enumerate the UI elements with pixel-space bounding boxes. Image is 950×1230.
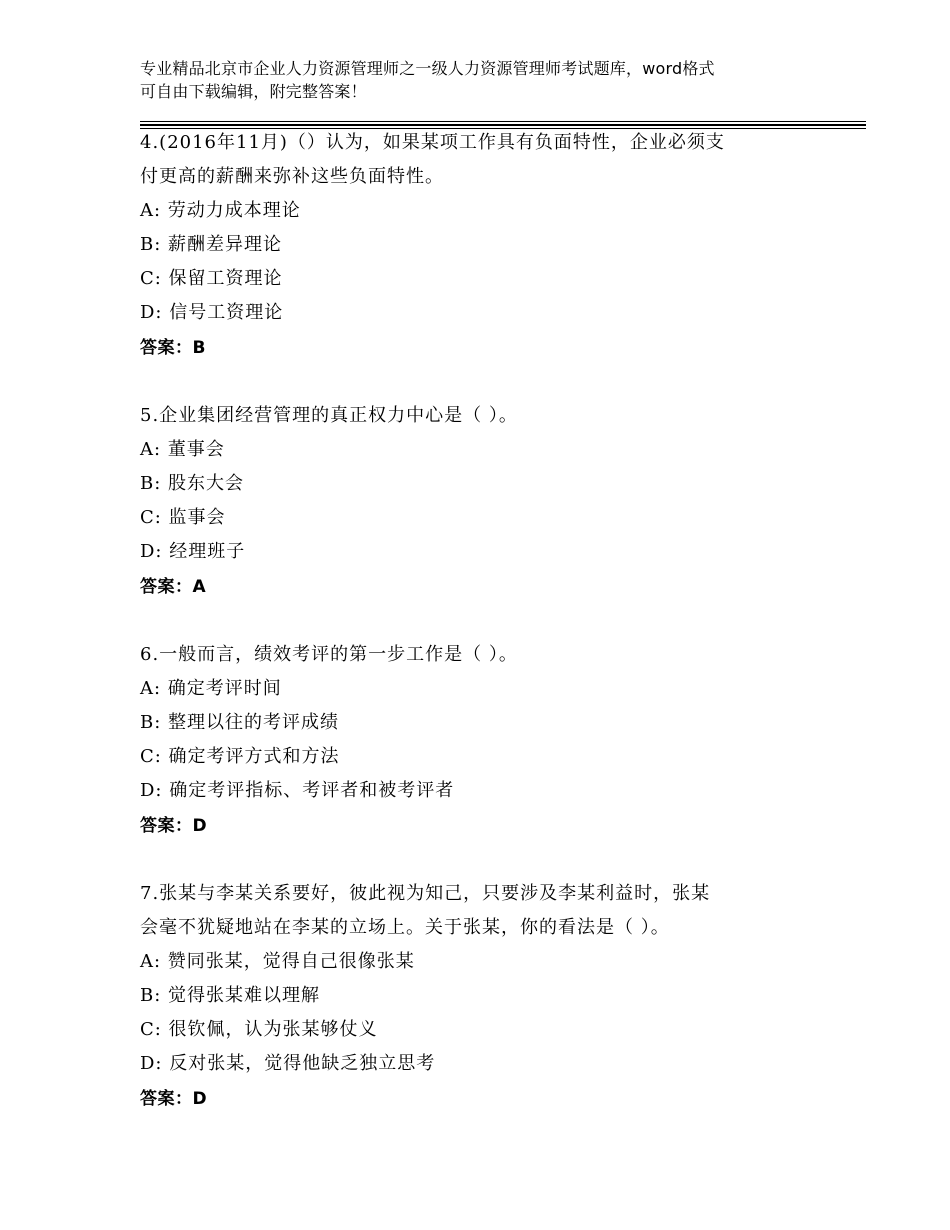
document-header — [140, 57, 820, 103]
option-a: A: 董事会 — [140, 439, 225, 460]
option-b: B: 薪酬差异理论 — [140, 234, 283, 255]
option-a: A: 劳动力成本理论 — [140, 200, 301, 221]
question-text-line: 6.一般而言，绩效考评的第一步工作是（ ）。 — [140, 644, 518, 665]
question-text-line: 7.张某与李某关系要好，彼此视为知己，只要涉及李某利益时，张某 — [140, 883, 711, 904]
option-c: C: 监事会 — [140, 507, 226, 528]
header-line-1: 专业精品北京市企业人力资源管理师之一级人力资源管理师考试题库，word格式 — [140, 59, 715, 78]
header-rule-top — [140, 121, 866, 122]
option-a: A: 确定考评时间 — [140, 678, 282, 699]
answer-label: 答案：B — [140, 338, 206, 358]
option-c: C: 确定考评方式和方法 — [140, 746, 340, 767]
option-a: A: 赞同张某，觉得自己很像张某 — [140, 951, 415, 972]
question-5 — [140, 399, 830, 605]
answer-label: 答案：A — [140, 577, 207, 597]
option-d: D: 经理班子 — [140, 541, 246, 562]
question-text-line: 5.企业集团经营管理的真正权力中心是（ ）。 — [140, 405, 518, 426]
option-d: D: 反对张某，觉得他缺乏独立思考 — [140, 1053, 436, 1074]
question-6 — [140, 638, 830, 844]
question-4 — [140, 126, 830, 366]
option-d: D: 确定考评指标、考评者和被考评者 — [140, 780, 455, 801]
option-b: B: 整理以往的考评成绩 — [140, 712, 340, 733]
option-b: B: 股东大会 — [140, 473, 245, 494]
option-b: B: 觉得张某难以理解 — [140, 985, 321, 1006]
option-c: C: 保留工资理论 — [140, 268, 283, 289]
option-c: C: 很钦佩，认为张某够仗义 — [140, 1019, 378, 1040]
question-text-line: 4.(2016年11月)（）认为，如果某项工作具有负面特性，企业必须支 — [140, 132, 725, 153]
question-text-line: 付更高的薪酬来弥补这些负面特性。 — [140, 166, 444, 187]
header-line-2: 可自由下载编辑，附完整答案！ — [140, 82, 367, 101]
answer-label: 答案：D — [140, 1089, 208, 1109]
option-d: D: 信号工资理论 — [140, 302, 284, 323]
question-7 — [140, 877, 830, 1117]
answer-label: 答案：D — [140, 816, 208, 836]
question-text-line: 会毫不犹疑地站在李某的立场上。关于张某，你的看法是（ ）。 — [140, 917, 670, 938]
